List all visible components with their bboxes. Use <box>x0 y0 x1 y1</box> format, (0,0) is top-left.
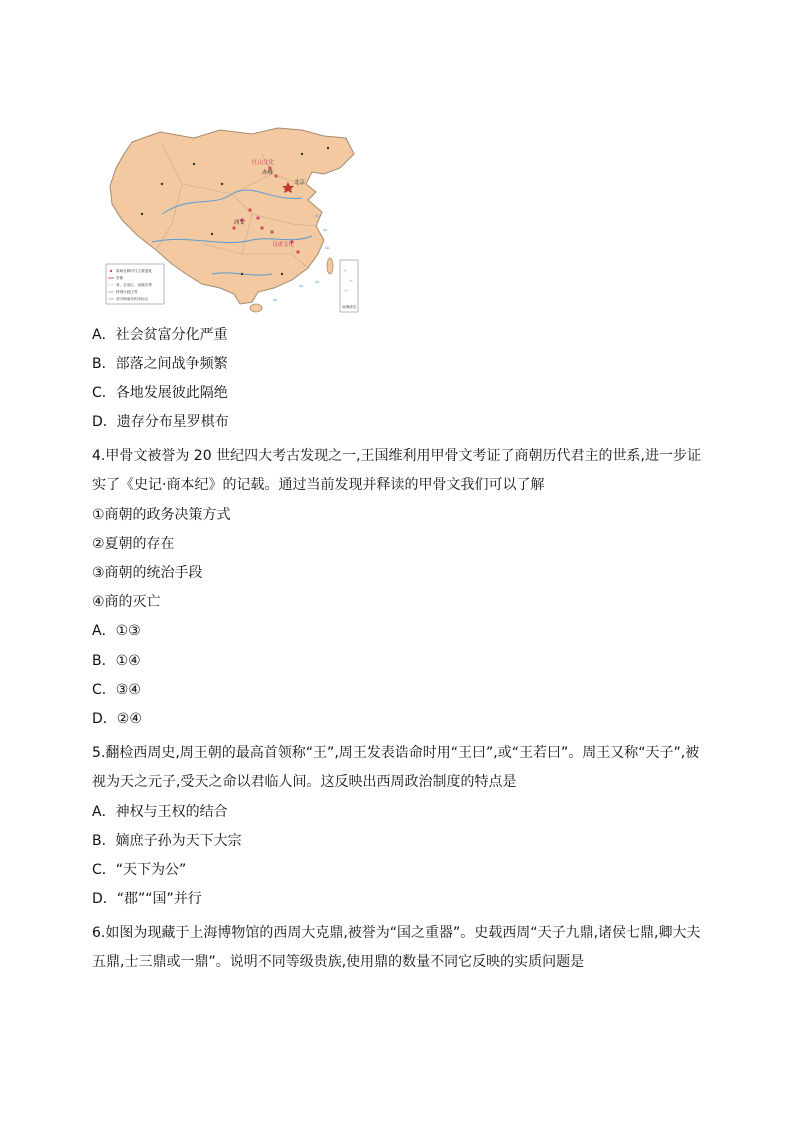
q5-option-b[interactable] <box>92 831 242 851</box>
q4-option-b[interactable] <box>92 651 141 671</box>
map-label-liangzhu: 良渚文化 <box>272 242 295 248</box>
q4-option-d[interactable] <box>92 709 142 729</box>
option-letter: C． <box>92 862 116 878</box>
china-neolithic-sites-map <box>102 124 360 316</box>
option-text: 部落之间战争频繁 <box>115 356 228 372</box>
q4-item-3: ③商朝的统治手段 <box>92 565 203 581</box>
legend-item-1: 原始农耕时代主要遗址 <box>116 269 152 273</box>
south-china-sea-inset <box>340 260 358 312</box>
svg-text:≈: ≈ <box>344 288 349 294</box>
q3-option-d[interactable] <box>92 412 229 432</box>
option-letter: A． <box>92 804 116 820</box>
map-label-hongshan: 红山文化 <box>252 160 275 166</box>
inset-label: 南海诸岛 <box>342 305 357 309</box>
legend-item-3: 省、自治区、直辖市界 <box>116 283 152 287</box>
q4-item-2: ②夏朝的存在 <box>92 536 175 552</box>
q4-item-1: ①商朝的政务决策方式 <box>92 507 231 523</box>
option-letter: A． <box>92 623 116 639</box>
option-letter: B． <box>92 833 116 849</box>
option-text: ①④ <box>115 653 141 669</box>
option-letter: D． <box>92 891 117 907</box>
q3-option-a[interactable] <box>92 325 228 345</box>
svg-text:≈: ≈ <box>343 268 348 274</box>
q4-stem-line2: 实了《史记·商本纪》的记载。通过当前发现并释读的甲骨文我们可以了解 <box>92 477 545 493</box>
svg-text:≈: ≈ <box>314 212 320 220</box>
svg-text:≈: ≈ <box>322 226 328 234</box>
q4-item-4: ④商的灭亡 <box>92 594 161 610</box>
q5-option-a[interactable] <box>92 802 228 822</box>
q3-option-c[interactable] <box>92 383 228 403</box>
option-text: 遗存分布星罗棋布 <box>116 414 229 430</box>
map-image <box>102 124 360 316</box>
option-text: “天下为公” <box>115 862 187 878</box>
option-text: 神权与王权的结合 <box>115 804 228 820</box>
svg-text:≈: ≈ <box>324 244 330 252</box>
legend-item-2: 首都 <box>116 276 124 280</box>
option-text: 各地发展彼此隔绝 <box>115 385 228 401</box>
option-letter: C． <box>92 682 116 698</box>
map-label-xian: 西安 <box>234 220 246 226</box>
option-text: ①③ <box>115 623 141 639</box>
q5-stem-line2: 视为天之元子,受天之命以君临人间。这反映出西周政治制度的特点是 <box>92 774 517 790</box>
svg-text:≈: ≈ <box>272 296 278 304</box>
q3-option-b[interactable] <box>92 354 228 374</box>
option-letter: D． <box>92 711 117 727</box>
option-text: 嫡庶子孙为天下大宗 <box>115 833 242 849</box>
map-legend <box>106 264 164 304</box>
svg-text:≈: ≈ <box>314 278 320 286</box>
svg-text:≈: ≈ <box>349 278 354 284</box>
q6-stem-line2: 五鼎,士三鼎或一鼎”。说明不同等级贵族,使用鼎的数量不同它反映的实质问题是 <box>92 954 585 970</box>
hainan-island <box>250 304 262 312</box>
taiwan-island <box>327 258 333 274</box>
map-label-beijing: 北京 <box>294 180 306 186</box>
option-text: ②④ <box>116 711 142 727</box>
q6-stem-line1: 6.如图为现藏于上海博物馆的西周大克鼎,被誉为“国之重器”。史载西周“天子九鼎,诸侯七鼎,卿大夫 <box>92 925 701 941</box>
option-letter: A． <box>92 327 116 343</box>
option-letter: C． <box>92 385 116 401</box>
legend-item-5: 部分海南岛屿未标注 <box>116 297 149 301</box>
option-letter: B． <box>92 653 116 669</box>
option-text: “郡”“国”并行 <box>116 891 202 907</box>
q4-option-a[interactable] <box>92 621 141 641</box>
map-label-chifeng: 赤峰 <box>262 170 274 176</box>
option-letter: D． <box>92 414 117 430</box>
q4-stem-line1: 4.甲骨文被誉为 20 世纪四大考古发现之一,王国维利用甲骨文考证了商朝历代君主的世系,进一步证 <box>92 448 701 464</box>
q5-option-d[interactable] <box>92 889 202 909</box>
option-text: ③④ <box>115 682 141 698</box>
option-text: 社会贫富分化严重 <box>115 327 228 343</box>
q4-option-c[interactable] <box>92 680 141 700</box>
legend-item-4: 特别行政区界 <box>116 290 138 294</box>
q5-stem-line1: 5.翻检西周史,周王朝的最高首领称“王”,周王发表诰命时用“王曰”,或“王若曰”。周王又称“天子”,被 <box>92 745 700 761</box>
option-letter: B． <box>92 356 116 372</box>
q5-option-c[interactable] <box>92 860 186 880</box>
svg-text:≈: ≈ <box>298 282 304 290</box>
